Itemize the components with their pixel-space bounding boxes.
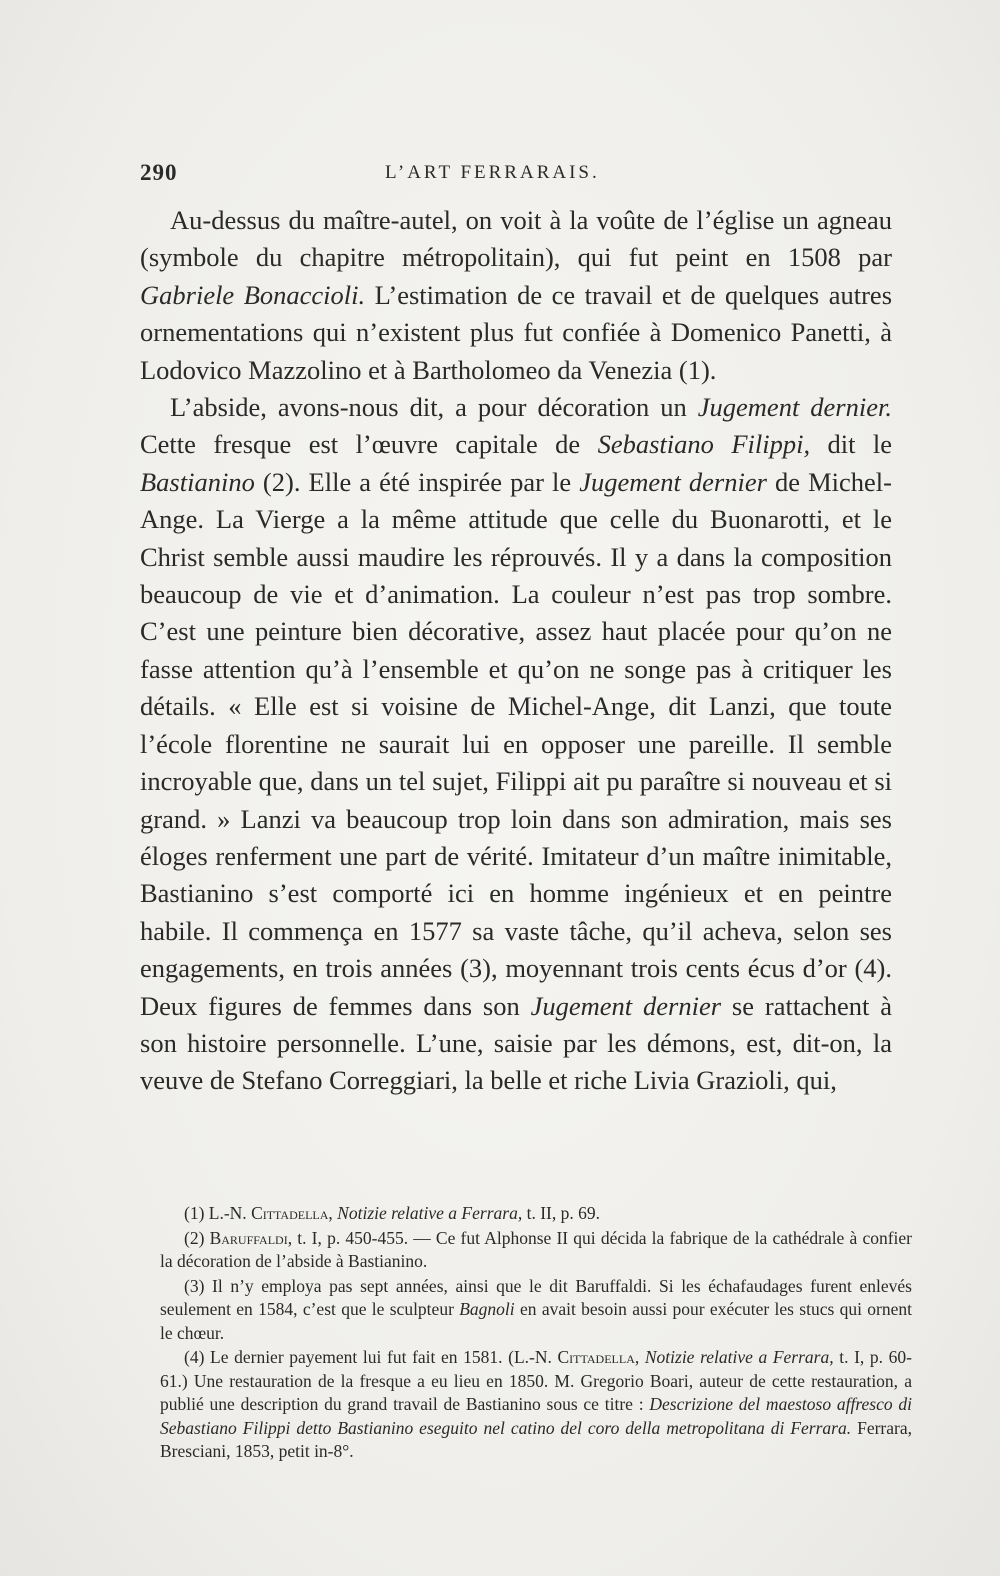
text-run: de Michel-Ange. La Vierge a la même attitude que celle du Buonarotti, et le Christ semble aussi maudire les réprouvés. Il y a dans la composition beaucoup de vie et d’animation. La couleur n’est pas trop sombre. C’est une peinture bien décorative, assez haut placée pour qu’on ne fasse attention qu’à l’ensemble et qu’on ne songe pas à critiquer les détails. « Elle est si voisine de Michel-Ange, dit Lanzi, que toute l’école florentine ne saurait lui en opposer une pareille. Il semble incroyable que, dans un tel sujet, Filippi ait pu paraître si nouveau et si grand. » Lanzi va beaucoup trop loin dans son admiration, mais ses éloges renferment une part de vérité. Imitateur d’un maître inimitable, Bastianino s’est comporté ici en homme ingénieux et en peintre habile. Il commença en 1577 sa vaste tâche, qu’il acheva, selon ses engagements, en trois années (3), moyennant trois cents écus d’or (4). Deux figures de femmes dans son [140,466,892,1021]
author-name: Baruffaldi [209,1227,288,1248]
italic-title: Jugement dernier [579,466,767,497]
footnotes [160,1202,912,1465]
text-run: L’abside, avons-nous dit, a pour décoration un [170,392,698,423]
text-run: , t. I, p. 450-455. — Ce fut Alphonse II qui décida la fabrique de la cathédrale à confier la décoration de l’abside à Bastianino. [160,1227,913,1271]
paragraph-1 [140,202,892,389]
page-header [140,160,900,190]
text-run: (3) Il n’y employa pas sept années, ainsi que le dit Baruffaldi. Si les échafaudages furent enlevés seulement en 1584, c’est que le sculpteur [160,1275,912,1319]
page-number: 290 [140,160,178,185]
italic-title: Descrizione del maestoso affresco di Sebastiano Filippi detto Bastianino eseguito nel catino del coro della metropolitana di Ferrara. [160,1394,912,1438]
text-run: Ferrara, Bresciani, 1853, petit in-8°. [160,1417,912,1461]
text-run: , [634,1347,645,1367]
italic-title: Jugement dernier. [697,392,892,423]
paragraph-2 [140,389,892,1100]
text-run: t. I, p. 60-61.) Une restauration de la fresque a eu lieu en 1850. M. Gregorio Boari, auteur de cette restauration, a publié une description du grand travail de Bastianino sous ce titre : [160,1347,912,1414]
text-run: dit le [810,429,892,460]
italic-title: Notizie relative a Ferrara, [337,1203,523,1223]
running-title: L’ART FERRARAIS. [385,162,600,183]
footnote-2 [160,1227,912,1274]
footnote-1 [160,1202,912,1226]
text-run: (4) Le dernier payement lui fut fait en 1581. (L.-N. [184,1347,558,1367]
text-run: se rattachent à son histoire personnelle. L’une, saisie par les démons, est, dit-on, la veuve de Stefano Correggiari, la belle et riche Livia Grazioli, qui, [140,990,892,1096]
italic-title: Notizie relative a Ferrara, [644,1347,834,1367]
text-run: (1) L.-N. [184,1203,252,1223]
italic-name: Bastianino [140,466,255,497]
italic-title: Jugement dernier [530,990,722,1021]
text-run: Au-dessus du maître-autel, on voit à la voûte de l’église un agneau (symbole du chapitre métropolitain), qui fut peint en 1508 par [140,205,892,273]
italic-name: Bagnoli [459,1299,515,1319]
author-name: Cittadella [557,1347,635,1367]
text-run: (2). Elle a été inspirée par le [254,466,580,497]
author-name: Cittadella [251,1203,329,1223]
text-run: (2) [184,1227,210,1248]
italic-name: Sebastiano Filippi, [597,429,811,460]
text-run: L’estimation de ce travail et de quelques autres ornementations qui n’existent plus fut confiée à Domenico Panetti, à Lodovico Mazzolino et à Bartholomeo da Venezia (1). [140,279,893,385]
footnote-4 [160,1346,912,1464]
text-run: t. II, p. 69. [522,1203,600,1223]
footnote-3 [160,1275,912,1346]
text-run: en avait besoin aussi pour exécuter les stucs qui ornent le chœur. [160,1299,913,1343]
text-run: , [328,1203,338,1223]
main-text [140,202,892,1100]
text-run: Cette fresque est l’œuvre capitale de [140,429,598,460]
italic-name: Gabriele Bonaccioli. [140,279,366,310]
